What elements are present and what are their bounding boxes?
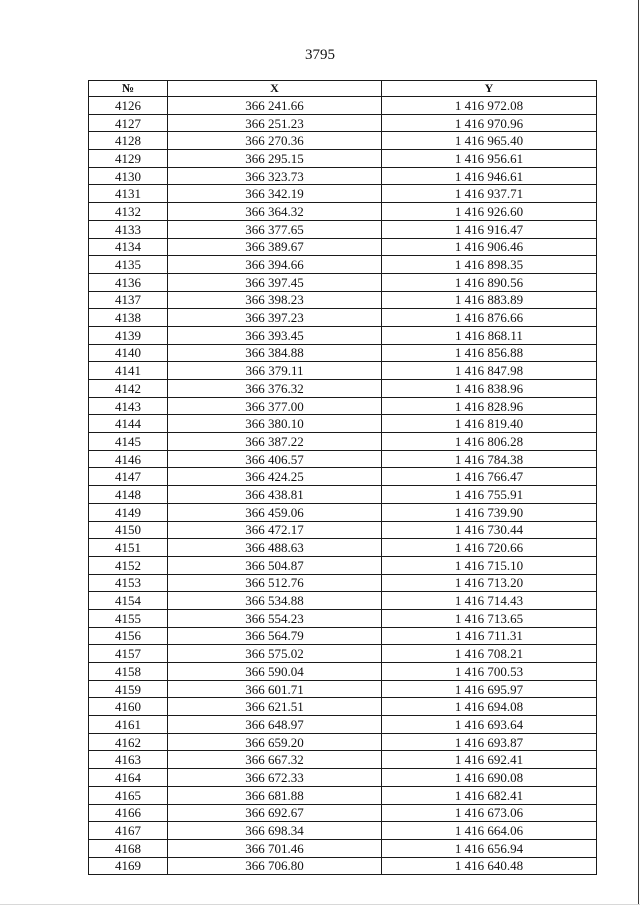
point-number-cell: 4151 (89, 539, 168, 557)
point-number-cell: 4126 (89, 97, 168, 115)
x-coordinate-cell: 366 323.73 (168, 167, 382, 185)
table-row (89, 521, 597, 539)
header-y: Y (382, 81, 597, 97)
point-number-cell: 4135 (89, 256, 168, 274)
table-row (89, 468, 597, 486)
point-number-cell: 4140 (89, 344, 168, 362)
x-coordinate-cell: 366 251.23 (168, 114, 382, 132)
y-coordinate-cell: 1 416 713.65 (382, 609, 597, 627)
point-number-cell: 4141 (89, 362, 168, 380)
table-row (89, 503, 597, 521)
x-coordinate-cell: 366 701.46 (168, 839, 382, 857)
point-number-cell: 4167 (89, 822, 168, 840)
point-number-cell: 4145 (89, 433, 168, 451)
table-row (89, 822, 597, 840)
point-number-cell: 4157 (89, 645, 168, 663)
table-row (89, 609, 597, 627)
table-row (89, 857, 597, 875)
table-row (89, 786, 597, 804)
x-coordinate-cell: 366 295.15 (168, 150, 382, 168)
y-coordinate-cell: 1 416 695.97 (382, 680, 597, 698)
table-row (89, 114, 597, 132)
point-number-cell: 4143 (89, 397, 168, 415)
header-number: № (89, 81, 168, 97)
table-row (89, 556, 597, 574)
point-number-cell: 4138 (89, 309, 168, 327)
point-number-cell: 4128 (89, 132, 168, 150)
y-coordinate-cell: 1 416 693.64 (382, 716, 597, 734)
x-coordinate-cell: 366 379.11 (168, 362, 382, 380)
y-coordinate-cell: 1 416 664.06 (382, 822, 597, 840)
x-coordinate-cell: 366 590.04 (168, 663, 382, 681)
y-coordinate-cell: 1 416 819.40 (382, 415, 597, 433)
point-number-cell: 4169 (89, 857, 168, 875)
table-row (89, 769, 597, 787)
y-coordinate-cell: 1 416 713.20 (382, 574, 597, 592)
table-row (89, 185, 597, 203)
table-row (89, 150, 597, 168)
x-coordinate-cell: 366 377.65 (168, 220, 382, 238)
table-row (89, 309, 597, 327)
point-number-cell: 4147 (89, 468, 168, 486)
y-coordinate-cell: 1 416 965.40 (382, 132, 597, 150)
y-coordinate-cell: 1 416 784.38 (382, 450, 597, 468)
y-coordinate-cell: 1 416 708.21 (382, 645, 597, 663)
x-coordinate-cell: 366 512.76 (168, 574, 382, 592)
y-coordinate-cell: 1 416 828.96 (382, 397, 597, 415)
y-coordinate-cell: 1 416 898.35 (382, 256, 597, 274)
x-coordinate-cell: 366 406.57 (168, 450, 382, 468)
point-number-cell: 4144 (89, 415, 168, 433)
table-row (89, 273, 597, 291)
y-coordinate-cell: 1 416 916.47 (382, 220, 597, 238)
point-number-cell: 4166 (89, 804, 168, 822)
y-coordinate-cell: 1 416 838.96 (382, 380, 597, 398)
point-number-cell: 4152 (89, 556, 168, 574)
point-number-cell: 4162 (89, 733, 168, 751)
x-coordinate-cell: 366 342.19 (168, 185, 382, 203)
x-coordinate-cell: 366 575.02 (168, 645, 382, 663)
point-number-cell: 4153 (89, 574, 168, 592)
y-coordinate-cell: 1 416 700.53 (382, 663, 597, 681)
x-coordinate-cell: 366 376.32 (168, 380, 382, 398)
table-row (89, 716, 597, 734)
table-row (89, 291, 597, 309)
y-coordinate-cell: 1 416 715.10 (382, 556, 597, 574)
table-row (89, 380, 597, 398)
coordinates-table (88, 80, 597, 875)
table-row (89, 733, 597, 751)
x-coordinate-cell: 366 706.80 (168, 857, 382, 875)
y-coordinate-cell: 1 416 956.61 (382, 150, 597, 168)
x-coordinate-cell: 366 504.87 (168, 556, 382, 574)
table-row (89, 592, 597, 610)
y-coordinate-cell: 1 416 972.08 (382, 97, 597, 115)
point-number-cell: 4134 (89, 238, 168, 256)
y-coordinate-cell: 1 416 682.41 (382, 786, 597, 804)
table-row (89, 680, 597, 698)
point-number-cell: 4159 (89, 680, 168, 698)
point-number-cell: 4161 (89, 716, 168, 734)
table-row (89, 539, 597, 557)
x-coordinate-cell: 366 488.63 (168, 539, 382, 557)
y-coordinate-cell: 1 416 883.89 (382, 291, 597, 309)
y-coordinate-cell: 1 416 766.47 (382, 468, 597, 486)
y-coordinate-cell: 1 416 714.43 (382, 592, 597, 610)
point-number-cell: 4129 (89, 150, 168, 168)
y-coordinate-cell: 1 416 755.91 (382, 486, 597, 504)
point-number-cell: 4146 (89, 450, 168, 468)
point-number-cell: 4139 (89, 326, 168, 344)
point-number-cell: 4160 (89, 698, 168, 716)
point-number-cell: 4127 (89, 114, 168, 132)
y-coordinate-cell: 1 416 711.31 (382, 627, 597, 645)
y-coordinate-cell: 1 416 720.66 (382, 539, 597, 557)
y-coordinate-cell: 1 416 926.60 (382, 203, 597, 221)
coordinates-table-header (89, 81, 597, 97)
point-number-cell: 4131 (89, 185, 168, 203)
x-coordinate-cell: 366 387.22 (168, 433, 382, 451)
point-number-cell: 4164 (89, 769, 168, 787)
x-coordinate-cell: 366 270.36 (168, 132, 382, 150)
x-coordinate-cell: 366 698.34 (168, 822, 382, 840)
point-number-cell: 4136 (89, 273, 168, 291)
x-coordinate-cell: 366 472.17 (168, 521, 382, 539)
table-row (89, 220, 597, 238)
point-number-cell: 4154 (89, 592, 168, 610)
y-coordinate-cell: 1 416 868.11 (382, 326, 597, 344)
x-coordinate-cell: 366 364.32 (168, 203, 382, 221)
x-coordinate-cell: 366 397.23 (168, 309, 382, 327)
y-coordinate-cell: 1 416 730.44 (382, 521, 597, 539)
x-coordinate-cell: 366 659.20 (168, 733, 382, 751)
x-coordinate-cell: 366 377.00 (168, 397, 382, 415)
y-coordinate-cell: 1 416 640.48 (382, 857, 597, 875)
y-coordinate-cell: 1 416 906.46 (382, 238, 597, 256)
point-number-cell: 4149 (89, 503, 168, 521)
x-coordinate-cell: 366 621.51 (168, 698, 382, 716)
x-coordinate-cell: 366 384.88 (168, 344, 382, 362)
point-number-cell: 4155 (89, 609, 168, 627)
y-coordinate-cell: 1 416 847.98 (382, 362, 597, 380)
x-coordinate-cell: 366 667.32 (168, 751, 382, 769)
y-coordinate-cell: 1 416 937.71 (382, 185, 597, 203)
table-row (89, 627, 597, 645)
table-row (89, 344, 597, 362)
table-row (89, 326, 597, 344)
table-row (89, 433, 597, 451)
x-coordinate-cell: 366 601.71 (168, 680, 382, 698)
point-number-cell: 4158 (89, 663, 168, 681)
y-coordinate-cell: 1 416 739.90 (382, 503, 597, 521)
x-coordinate-cell: 366 681.88 (168, 786, 382, 804)
x-coordinate-cell: 366 398.23 (168, 291, 382, 309)
x-coordinate-cell: 366 438.81 (168, 486, 382, 504)
x-coordinate-cell: 366 397.45 (168, 273, 382, 291)
y-coordinate-cell: 1 416 673.06 (382, 804, 597, 822)
table-row (89, 574, 597, 592)
x-coordinate-cell: 366 241.66 (168, 97, 382, 115)
table-row (89, 751, 597, 769)
point-number-cell: 4163 (89, 751, 168, 769)
table-row (89, 663, 597, 681)
x-coordinate-cell: 366 393.45 (168, 326, 382, 344)
point-number-cell: 4130 (89, 167, 168, 185)
x-coordinate-cell: 366 648.97 (168, 716, 382, 734)
table-row (89, 132, 597, 150)
point-number-cell: 4165 (89, 786, 168, 804)
table-row (89, 645, 597, 663)
x-coordinate-cell: 366 394.66 (168, 256, 382, 274)
point-number-cell: 4133 (89, 220, 168, 238)
header-row (89, 81, 597, 97)
y-coordinate-cell: 1 416 876.66 (382, 309, 597, 327)
point-number-cell: 4148 (89, 486, 168, 504)
y-coordinate-cell: 1 416 970.96 (382, 114, 597, 132)
y-coordinate-cell: 1 416 693.87 (382, 733, 597, 751)
table-row (89, 238, 597, 256)
table-row (89, 397, 597, 415)
table-row (89, 804, 597, 822)
table-row (89, 839, 597, 857)
y-coordinate-cell: 1 416 690.08 (382, 769, 597, 787)
table-row (89, 97, 597, 115)
point-number-cell: 4168 (89, 839, 168, 857)
page-edge-right (638, 0, 639, 905)
y-coordinate-cell: 1 416 890.56 (382, 273, 597, 291)
y-coordinate-cell: 1 416 656.94 (382, 839, 597, 857)
x-coordinate-cell: 366 389.67 (168, 238, 382, 256)
table-row (89, 486, 597, 504)
table-row (89, 450, 597, 468)
x-coordinate-cell: 366 380.10 (168, 415, 382, 433)
point-number-cell: 4150 (89, 521, 168, 539)
x-coordinate-cell: 366 564.79 (168, 627, 382, 645)
x-coordinate-cell: 366 534.88 (168, 592, 382, 610)
table-row (89, 256, 597, 274)
y-coordinate-cell: 1 416 694.08 (382, 698, 597, 716)
table-row (89, 203, 597, 221)
page-number: 3795 (305, 47, 335, 63)
table-row (89, 698, 597, 716)
x-coordinate-cell: 366 554.23 (168, 609, 382, 627)
point-number-cell: 4156 (89, 627, 168, 645)
x-coordinate-cell: 366 692.67 (168, 804, 382, 822)
x-coordinate-cell: 366 424.25 (168, 468, 382, 486)
point-number-cell: 4132 (89, 203, 168, 221)
coordinates-table-body (89, 97, 597, 875)
x-coordinate-cell: 366 459.06 (168, 503, 382, 521)
y-coordinate-cell: 1 416 946.61 (382, 167, 597, 185)
header-x: X (168, 81, 382, 97)
y-coordinate-cell: 1 416 806.28 (382, 433, 597, 451)
point-number-cell: 4137 (89, 291, 168, 309)
point-number-cell: 4142 (89, 380, 168, 398)
y-coordinate-cell: 1 416 692.41 (382, 751, 597, 769)
table-row (89, 167, 597, 185)
y-coordinate-cell: 1 416 856.88 (382, 344, 597, 362)
table-row (89, 415, 597, 433)
x-coordinate-cell: 366 672.33 (168, 769, 382, 787)
table-row (89, 362, 597, 380)
